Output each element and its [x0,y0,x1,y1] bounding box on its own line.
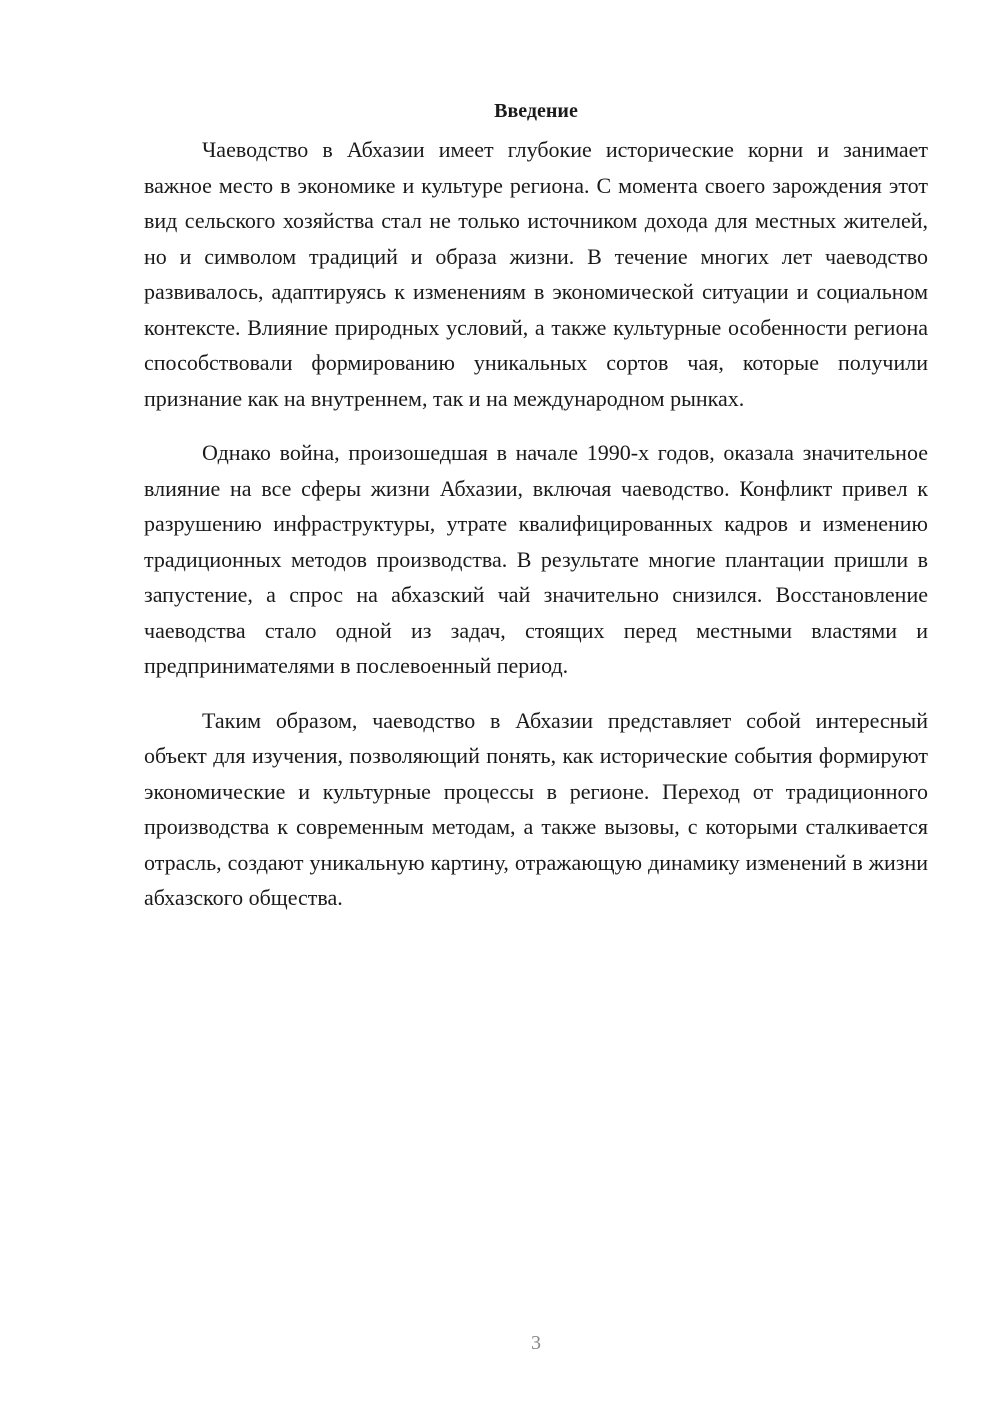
page-number: 3 [531,1332,541,1354]
paragraph-1: Чаеводство в Абхазии имеет глубокие исторические корни и занимает важное место в экономике и культуре региона. С момента своего зарождения этот вид сельского хозяйства стал не только источником дохода для местных жителей, но и символом традиций и образа жизни. В течение многих лет чаеводство развивалось, адаптируясь к изменениям в экономической ситуации и социальном контексте. Влияние природных условий, а также культурные особенности региона способствовали формированию уникальных сортов чая, которые получили признание как на внутреннем, так и на международном рынках. [144,137,928,411]
paragraph-3: Таким образом, чаеводство в Абхазии представляет собой интересный объект для изучения, позволяющий понять, как исторические события формируют экономические и культурные процессы в регионе. Переход от традиционного производства к современным методам, а также вызовы, с которыми сталкивается отрасль, создают уникальную картину, отражающую динамику изменений в жизни абхазского общества. [144,707,928,910]
page-content [144,92,928,935]
paragraph-2: Однако война, произошедшая в начале 1990-х годов, оказала значительное влияние на все сферы жизни Абхазии, включая чаеводство. Конфликт привел к разрушению инфраструктуры, утрате квалифицированных кадров и изменению традиционных методов производства. В результате многие плантации пришли в запустение, а спрос на абхазский чай значительно снизился. Восстановление чаеводства стало одной из задач, стоящих перед местными властями и предпринимателями в послевоенный период. [144,440,928,678]
page-title: Введение [494,100,578,122]
